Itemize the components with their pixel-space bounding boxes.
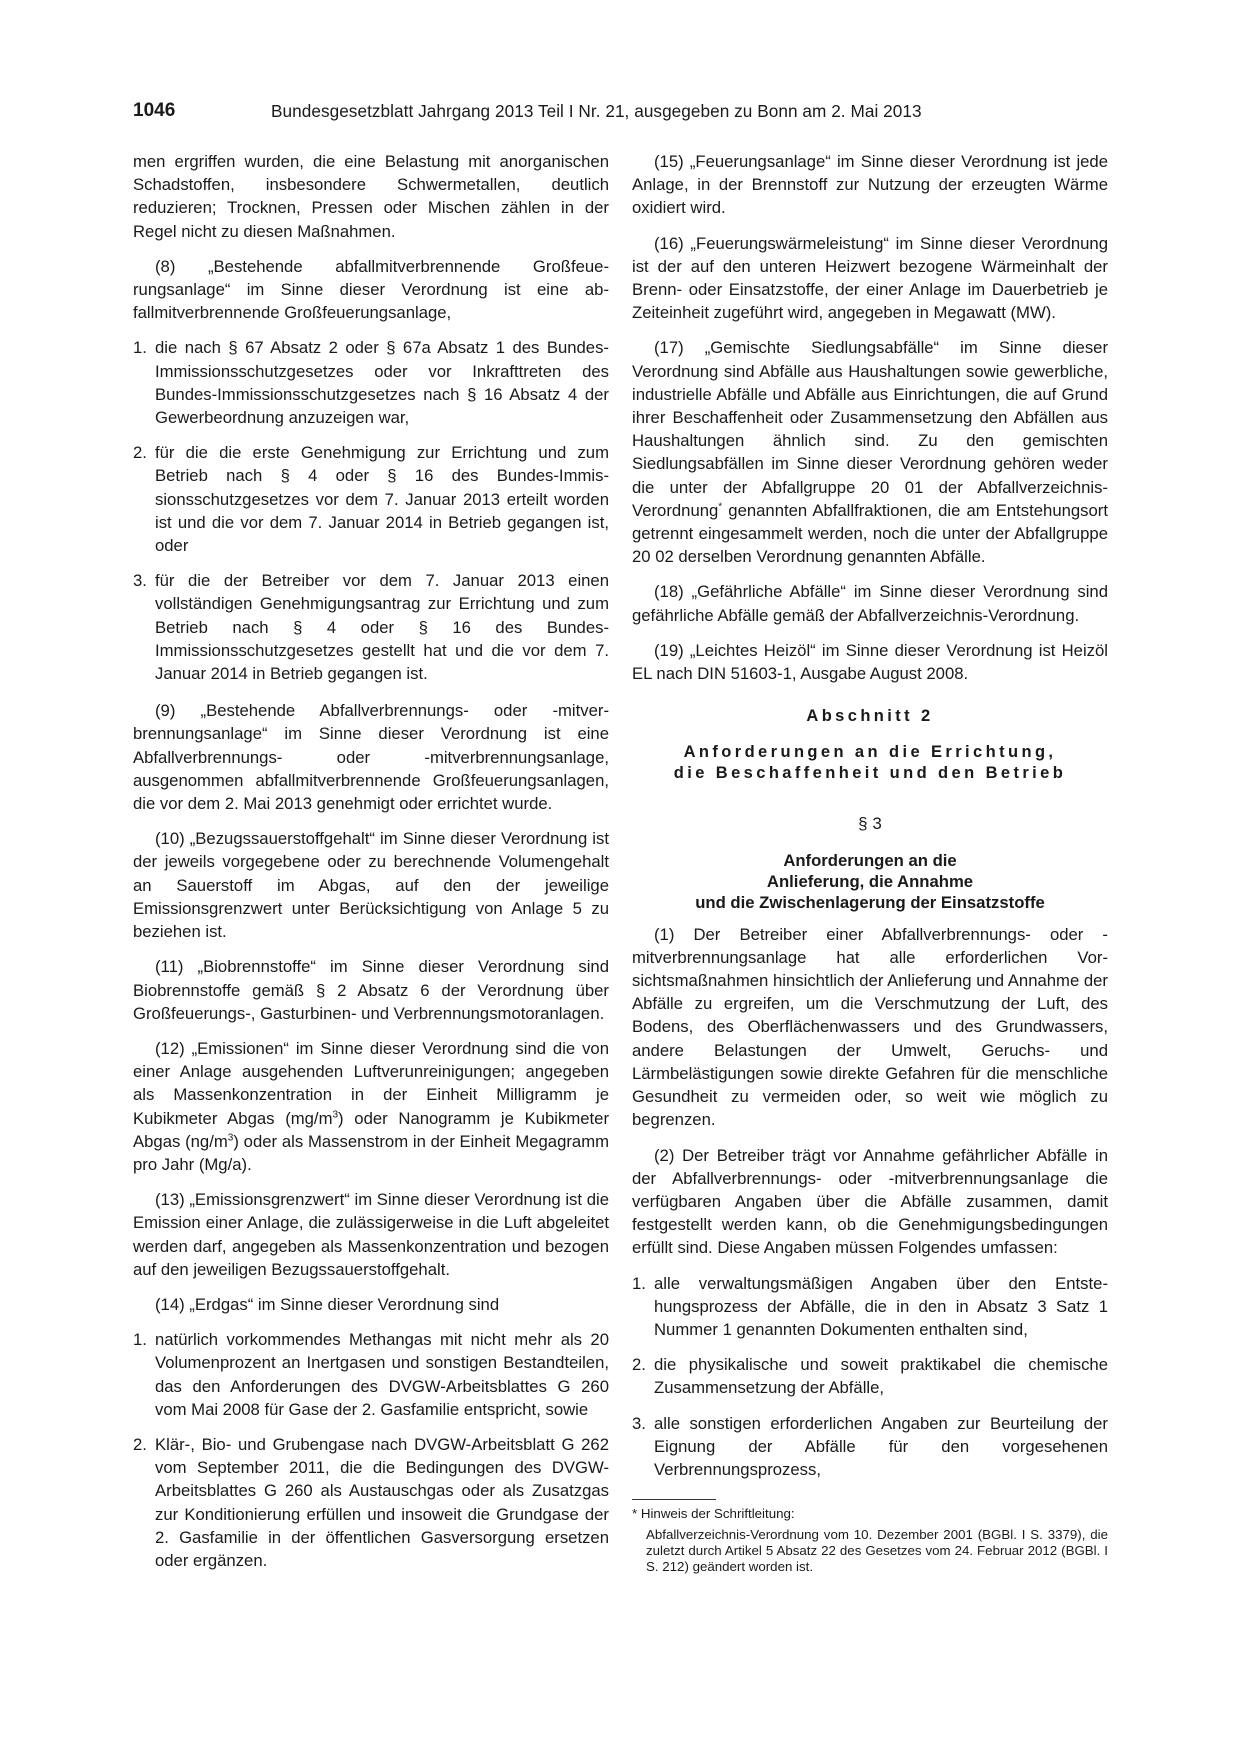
footnote-marker: * bbox=[718, 501, 723, 513]
paragraph-continuation: men ergriffen wurden, die eine Belastung mit anorganischen Schadstoffen, insbesondere Schwermetallen, deutlich reduzieren; Trocknen, Pressen oder Mischen zählen in der Regel nicht zu diesen Maßnahmen. bbox=[133, 152, 609, 241]
paragraph-14: (14) „Erdgas“ im Sinne dieser Verordnung sind bbox=[155, 1294, 500, 1314]
footnote-label: * Hinweis der Schriftleitung: bbox=[632, 1506, 795, 1522]
list-item: 3. für die der Betreiber vor dem 7. Januar 2013 einen vollständigen Genehmigungsantrag zur Errichtung und zum Betrieb nach § 4 oder § 16 des Bundes-Immissionsschutzgesetzes gestellt hat und die vor dem 7. Januar 2014 in Betrieb gegangen ist. bbox=[133, 571, 609, 684]
list-item: 1. natürlich vorkommendes Methangas mit nicht mehr als 20 Volumenprozent an Inertgasen und sonstigen Bestandteilen, das den Anforderungen des DVGW-Arbeitsblattes G 260 vom Mai 2008 für Gase der 2. Gasfamilie entspricht, sowie bbox=[133, 1330, 609, 1419]
subsection-1: (1) Der Betreiber einer Abfallverbrennungs- oder -mitverbrennungsanlage hat alle erforderlichen Vorsichtsmaßnahmen hinsichtlich der Anlieferung und Annahme der Abfälle zu ergreifen, um die Verschmutzung der Luft, des Bodens, des Oberflächenwassers und des Grundwassers, andere Belastungen der Umwelt, Geruchs- und Lärmbelästigungen sowie direkte Gefahren für die menschliche Gesundheit zu vermeiden oder, so weit wie möglich zu begrenzen. bbox=[632, 924, 1108, 1130]
paragraph-mark: § 3 bbox=[858, 814, 882, 834]
footnote-rule bbox=[632, 1499, 716, 1500]
list-item: 2. Klär-, Bio- und Grubengase nach DVGW-Arbeitsblatt G 262 vom September 2011, die die Bedingungen des DVGW-Arbeitsblattes G 260 als Austauschgas oder als Zusatzgas zur Konditionierung erfüllen und insoweit die Grundgase der 2. Gasfamilie in der öffentlichen Gasversorgung ersetzen oder ergänzen. bbox=[133, 1434, 609, 1570]
section-label: Abschnitt 2 bbox=[806, 707, 934, 726]
paragraph-13: (13) „Emissionsgrenzwert“ im Sinne dieser Verordnung ist die Emission einer Anlage, die zulässigerweise in die Luft abgeleitet werden darf, angegeben als Massenkonzentration und bezogen auf den jeweiligen Bezugssauerstoffgehalt. bbox=[133, 1190, 609, 1279]
paragraph-11: (11) „Biobrennstoffe“ im Sinne dieser Verordnung sind Biobrennstoffe gemäß § 2 Absatz 6 der Verordnung über Großfeuerungs-, Gasturbinen- und Verbrennungsmotoranlagen. bbox=[133, 957, 609, 1023]
paragraph-17: (17) „Gemischte Siedlungsabfälle“ im Sinne dieser Verordnung sind Abfälle aus Haushaltungen sowie gewerbliche, industrielle Abfälle und Abfälle aus Einrichtungen, die auf Grund ihrer Beschaffenheit oder Zusammensetzung den Abfällen aus Haushaltungen ähnlich sind. Zu den gemischten Siedlungsabfällen im Sinne dieser Verordnung gehören weder die unter der Abfallgruppe 20 01 der Abfallverzeichnis-Verordnung* genannten Abfallfraktionen, die am Entstehungsort getrennt eingesammelt werden, noch die unter der Abfallgruppe 20 02 derselben Verordnung genannten Abfälle. bbox=[632, 338, 1108, 567]
list-item: 1. die nach § 67 Absatz 2 oder § 67a Absatz 1 des Bundes-Immissionsschutzgesetzes oder vor Inkrafttreten des Bundes-Immissionsschutzgesetzes nach § 16 Absatz 4 der Gewerbeordnung anzuzeigen war, bbox=[133, 338, 609, 428]
paragraph-16: (16) „Feuerungswärmeleistung“ im Sinne dieser Verordnung ist der auf den unteren Heizwert bezogene Wärmeinhalt der Brenn- oder Einsatzstoffe, der einer Anlage im Dauerbetrieb je Zeiteinheit zugeführt wird, angegeben in Megawatt (MW). bbox=[632, 233, 1108, 323]
subsection-2: (2) Der Betreiber trägt vor Annahme gefährlicher Abfälle in der Abfallverbrennungs- oder -mitverbrennungsanlage die verfügbaren Angaben über die Abfälle zusammen, damit festgestellt werden kann, ob die Genehmigungsbedingungen erfüllt sind. Diese Angaben müssen Folgendes umfassen: bbox=[632, 1145, 1108, 1258]
section-heading: Anforderungen an die Errichtung, die Beschaffenheit und den Betrieb bbox=[673, 743, 1067, 783]
paragraph-8: (8) „Bestehende abfallmitverbrennende Großfeuerungsanlage“ im Sinne dieser Verordnung ist eine abfallmitverbrennende Großfeuerungsanlage, bbox=[133, 256, 609, 323]
list-item: 2. für die die erste Genehmigung zur Errichtung und zum Betrieb nach § 4 oder § 16 des Bundes-Immissionsschutzgesetzes vor dem 7. Januar 2013 erteilt worden ist und die vor dem 7. Januar 2014 in Betrieb gegangen ist, oder bbox=[133, 443, 609, 556]
left-column bbox=[133, 150, 609, 1586]
running-head: Bundesgesetzblatt Jahrgang 2013 Teil I Nr. 21, ausgegeben zu Bonn am 2. Mai 2013 bbox=[271, 101, 922, 121]
right-column bbox=[632, 150, 1108, 1575]
paragraph-9: (9) „Bestehende Abfallverbrennungs- oder -mitverbrennungsanlage“ im Sinne dieser Verordnung ist eine Abfallverbrennungs- oder -mitverbrennungsanlage, ausgenommen abfallmitverbrennende Großfeuerungsanlagen, die vor dem 2. Mai 2013 genehmigt oder errichtet wurde. bbox=[133, 701, 609, 814]
list-item: 2. die physikalische und soweit praktikabel die chemische Zusammensetzung der Abfälle, bbox=[632, 1355, 1108, 1398]
paragraph-18: (18) „Gefährliche Abfälle“ im Sinne dieser Verordnung sind gefährliche Abfälle gemäß der Abfallverzeichnis-Verordnung. bbox=[632, 582, 1108, 625]
page-number: 1046 bbox=[133, 100, 176, 121]
subsection-2-list bbox=[632, 1272, 1108, 1482]
footnote bbox=[632, 1506, 1108, 1575]
paragraph-10: (10) „Bezugssauerstoffgehalt“ im Sinne dieser Verordnung ist der jeweils vorgegebene oder zu berechnende Volumengehalt an Sauerstoff im Abgas, auf den der jeweilige Emissionsgrenzwert unter Berücksichtigung von Anlage 5 zu beziehen ist. bbox=[133, 829, 609, 942]
paragraph-12: (12) „Emissionen“ im Sinne dieser Verordnung sind die von einer Anlage ausgehenden Luftverunreinigungen; angegeben als Massenkonzentration in der Einheit Milligramm je Kubikmeter Abgas $(mg/m^3)$ oder Nanogramm je Kubikmeter Abgas $(ng/m^3)$ oder als Massenstrom in der Einheit Megagramm pro Jahr (Mg/a). bbox=[133, 1038, 610, 1174]
list-item: 3. alle sonstigen erforderlichen Angaben zur Beurteilung der Eignung der Abfälle für den vorgesehenen Verbrennungsprozess, bbox=[632, 1413, 1108, 1479]
paragraph-19: (19) „Leichtes Heizöl“ im Sinne dieser Verordnung ist Heizöl EL nach DIN 51603-1, Ausgabe August 2008. bbox=[632, 640, 1108, 684]
paragraph-title: Anforderungen an die Anlieferung, die Annahme und die Zwischenlagerung der Einsatzstoffe bbox=[695, 850, 1045, 912]
paragraph-8-list bbox=[133, 336, 609, 685]
paragraph-14-list bbox=[133, 1328, 609, 1572]
paragraph-15: (15) „Feuerungsanlage“ im Sinne dieser Verordnung ist jede Anlage, in der Brennstoff zur Nutzung der erzeugten Wärme oxidiert wird. bbox=[632, 152, 1108, 218]
list-item: 1. alle verwaltungsmäßigen Angaben über den Entstehungsprozess der Abfälle, die in den in Absatz 3 Satz 1 Nummer 1 genannten Dokumenten enthalten sind, bbox=[632, 1273, 1108, 1339]
footnote-text: Abfallverzeichnis-Verordnung vom 10. Dezember 2001 (BGBl. I S. 3379), die zuletzt durch Artikel 5 Absatz 22 des Gesetzes vom 24. Februar 2012 (BGBl. I S. 212) geändert worden ist. bbox=[646, 1527, 1108, 1575]
